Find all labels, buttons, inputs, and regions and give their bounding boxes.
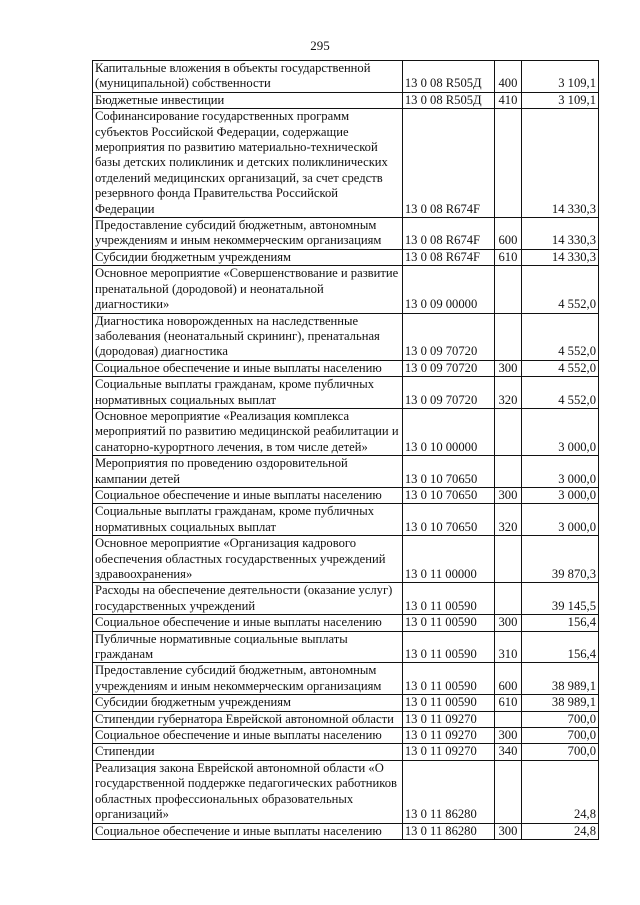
- expense-type-cell: 320: [495, 504, 521, 536]
- row-name-cell: Основное мероприятие «Реализация комплекса мероприятий по развитию медицинской реабилитации и санаторно-курортного лечения, в том числе детей»: [93, 408, 403, 455]
- expense-type-cell: [495, 266, 521, 313]
- target-code-cell: 13 0 10 70650: [402, 487, 495, 503]
- table-row: [93, 583, 599, 615]
- expense-type-cell: 300: [495, 728, 521, 744]
- amount-cell: 39 870,3: [521, 536, 598, 583]
- target-code-cell: 13 0 11 09270: [402, 728, 495, 744]
- target-code-cell: 13 0 11 09270: [402, 711, 495, 727]
- budget-table: [92, 60, 599, 840]
- amount-cell: 24,8: [521, 760, 598, 823]
- row-name-cell: Социальное обеспечение и иные выплаты населению: [93, 487, 403, 503]
- target-code-cell: 13 0 11 00590: [402, 663, 495, 695]
- table-row: [93, 92, 599, 108]
- target-code-cell: 13 0 10 70650: [402, 456, 495, 488]
- row-name-cell: Стипендии: [93, 744, 403, 760]
- table-row: [93, 663, 599, 695]
- expense-type-cell: [495, 456, 521, 488]
- expense-type-cell: [495, 711, 521, 727]
- budget-table-body: [93, 61, 599, 840]
- amount-cell: 4 552,0: [521, 377, 598, 409]
- row-name-cell: Реализация закона Еврейской автономной области «О государственной поддержке педагогических работников областных профессиональных образовательных организаций»: [93, 760, 403, 823]
- target-code-cell: 13 0 11 86280: [402, 760, 495, 823]
- table-row: [93, 313, 599, 360]
- target-code-cell: 13 0 11 00000: [402, 536, 495, 583]
- row-name-cell: Бюджетные инвестиции: [93, 92, 403, 108]
- target-code-cell: 13 0 08 R505Д: [402, 61, 495, 93]
- amount-cell: 39 145,5: [521, 583, 598, 615]
- table-row: [93, 504, 599, 536]
- expense-type-cell: 610: [495, 249, 521, 265]
- row-name-cell: Мероприятия по проведению оздоровительной кампании детей: [93, 456, 403, 488]
- table-row: [93, 744, 599, 760]
- table-row: [93, 408, 599, 455]
- row-name-cell: Социальное обеспечение и иные выплаты населению: [93, 823, 403, 839]
- row-name-cell: Социальное обеспечение и иные выплаты населению: [93, 360, 403, 376]
- table-row: [93, 377, 599, 409]
- amount-cell: 14 330,3: [521, 109, 598, 218]
- amount-cell: 3 000,0: [521, 504, 598, 536]
- table-row: [93, 487, 599, 503]
- row-name-cell: Диагностика новорожденных на наследственные заболевания (неонатальный скрининг), пренатальная (дородовая) диагностика: [93, 313, 403, 360]
- expense-type-cell: 300: [495, 360, 521, 376]
- amount-cell: 3 000,0: [521, 487, 598, 503]
- expense-type-cell: 300: [495, 823, 521, 839]
- expense-type-cell: [495, 760, 521, 823]
- amount-cell: 38 989,1: [521, 663, 598, 695]
- amount-cell: 14 330,3: [521, 249, 598, 265]
- target-code-cell: 13 0 09 70720: [402, 360, 495, 376]
- expense-type-cell: 600: [495, 663, 521, 695]
- expense-type-cell: 410: [495, 92, 521, 108]
- expense-type-cell: [495, 313, 521, 360]
- row-name-cell: Расходы на обеспечение деятельности (оказание услуг) государственных учреждений: [93, 583, 403, 615]
- target-code-cell: 13 0 11 00590: [402, 631, 495, 663]
- table-row: [93, 631, 599, 663]
- target-code-cell: 13 0 08 R505Д: [402, 92, 495, 108]
- row-name-cell: Социальные выплаты гражданам, кроме публичных нормативных социальных выплат: [93, 377, 403, 409]
- amount-cell: 4 552,0: [521, 360, 598, 376]
- amount-cell: 4 552,0: [521, 313, 598, 360]
- amount-cell: 24,8: [521, 823, 598, 839]
- row-name-cell: Социальное обеспечение и иные выплаты населению: [93, 615, 403, 631]
- amount-cell: 700,0: [521, 728, 598, 744]
- row-name-cell: Социальные выплаты гражданам, кроме публичных нормативных социальных выплат: [93, 504, 403, 536]
- row-name-cell: Софинансирование государственных программ субъектов Российской Федерации, содержащие мероприятия по развитию материально-технической базы детских поликлиник и детских поликлинических отделений медицинских организаций, за счет средств резервного фонда Правительства Российской Федерации: [93, 109, 403, 218]
- amount-cell: 3 109,1: [521, 92, 598, 108]
- expense-type-cell: 300: [495, 487, 521, 503]
- expense-type-cell: [495, 583, 521, 615]
- table-row: [93, 249, 599, 265]
- target-code-cell: 13 0 11 00590: [402, 583, 495, 615]
- target-code-cell: 13 0 08 R674F: [402, 249, 495, 265]
- table-row: [93, 695, 599, 711]
- target-code-cell: 13 0 09 70720: [402, 313, 495, 360]
- target-code-cell: 13 0 10 00000: [402, 408, 495, 455]
- expense-type-cell: 300: [495, 615, 521, 631]
- amount-cell: 156,4: [521, 615, 598, 631]
- row-name-cell: Основное мероприятие «Организация кадрового обеспечения областных государственных учреждений здравоохранения»: [93, 536, 403, 583]
- expense-type-cell: [495, 109, 521, 218]
- table-row: [93, 728, 599, 744]
- table-row: [93, 360, 599, 376]
- target-code-cell: 13 0 09 00000: [402, 266, 495, 313]
- table-row: [93, 456, 599, 488]
- row-name-cell: Предоставление субсидий бюджетным, автономным учреждениям и иным некоммерческим организациям: [93, 663, 403, 695]
- table-row: [93, 61, 599, 93]
- amount-cell: 4 552,0: [521, 266, 598, 313]
- expense-type-cell: 400: [495, 61, 521, 93]
- expense-type-cell: [495, 408, 521, 455]
- amount-cell: 14 330,3: [521, 218, 598, 250]
- amount-cell: 700,0: [521, 711, 598, 727]
- target-code-cell: 13 0 09 70720: [402, 377, 495, 409]
- target-code-cell: 13 0 11 09270: [402, 744, 495, 760]
- amount-cell: 3 000,0: [521, 456, 598, 488]
- expense-type-cell: 600: [495, 218, 521, 250]
- table-row: [93, 536, 599, 583]
- page-number: 295: [310, 38, 330, 53]
- expense-type-cell: [495, 536, 521, 583]
- row-name-cell: Субсидии бюджетным учреждениям: [93, 695, 403, 711]
- target-code-cell: 13 0 08 R674F: [402, 109, 495, 218]
- target-code-cell: 13 0 11 86280: [402, 823, 495, 839]
- table-row: [93, 266, 599, 313]
- row-name-cell: Предоставление субсидий бюджетным, автономным учреждениям и иным некоммерческим организациям: [93, 218, 403, 250]
- table-row: [93, 615, 599, 631]
- row-name-cell: Социальное обеспечение и иные выплаты населению: [93, 728, 403, 744]
- expense-type-cell: 310: [495, 631, 521, 663]
- row-name-cell: Публичные нормативные социальные выплаты гражданам: [93, 631, 403, 663]
- amount-cell: 3 000,0: [521, 408, 598, 455]
- target-code-cell: 13 0 11 00590: [402, 615, 495, 631]
- table-row: [93, 711, 599, 727]
- table-row: [93, 823, 599, 839]
- target-code-cell: 13 0 11 00590: [402, 695, 495, 711]
- target-code-cell: 13 0 08 R674F: [402, 218, 495, 250]
- row-name-cell: Основное мероприятие «Совершенствование и развитие пренатальной (дородовой) и неонатальной диагностики»: [93, 266, 403, 313]
- row-name-cell: Стипендии губернатора Еврейской автономной области: [93, 711, 403, 727]
- expense-type-cell: 610: [495, 695, 521, 711]
- target-code-cell: 13 0 10 70650: [402, 504, 495, 536]
- row-name-cell: Субсидии бюджетным учреждениям: [93, 249, 403, 265]
- amount-cell: 3 109,1: [521, 61, 598, 93]
- expense-type-cell: 340: [495, 744, 521, 760]
- table-row: [93, 760, 599, 823]
- amount-cell: 700,0: [521, 744, 598, 760]
- row-name-cell: Капитальные вложения в объекты государственной (муниципальной) собственности: [93, 61, 403, 93]
- amount-cell: 156,4: [521, 631, 598, 663]
- table-row: [93, 109, 599, 218]
- expense-type-cell: 320: [495, 377, 521, 409]
- table-row: [93, 218, 599, 250]
- amount-cell: 38 989,1: [521, 695, 598, 711]
